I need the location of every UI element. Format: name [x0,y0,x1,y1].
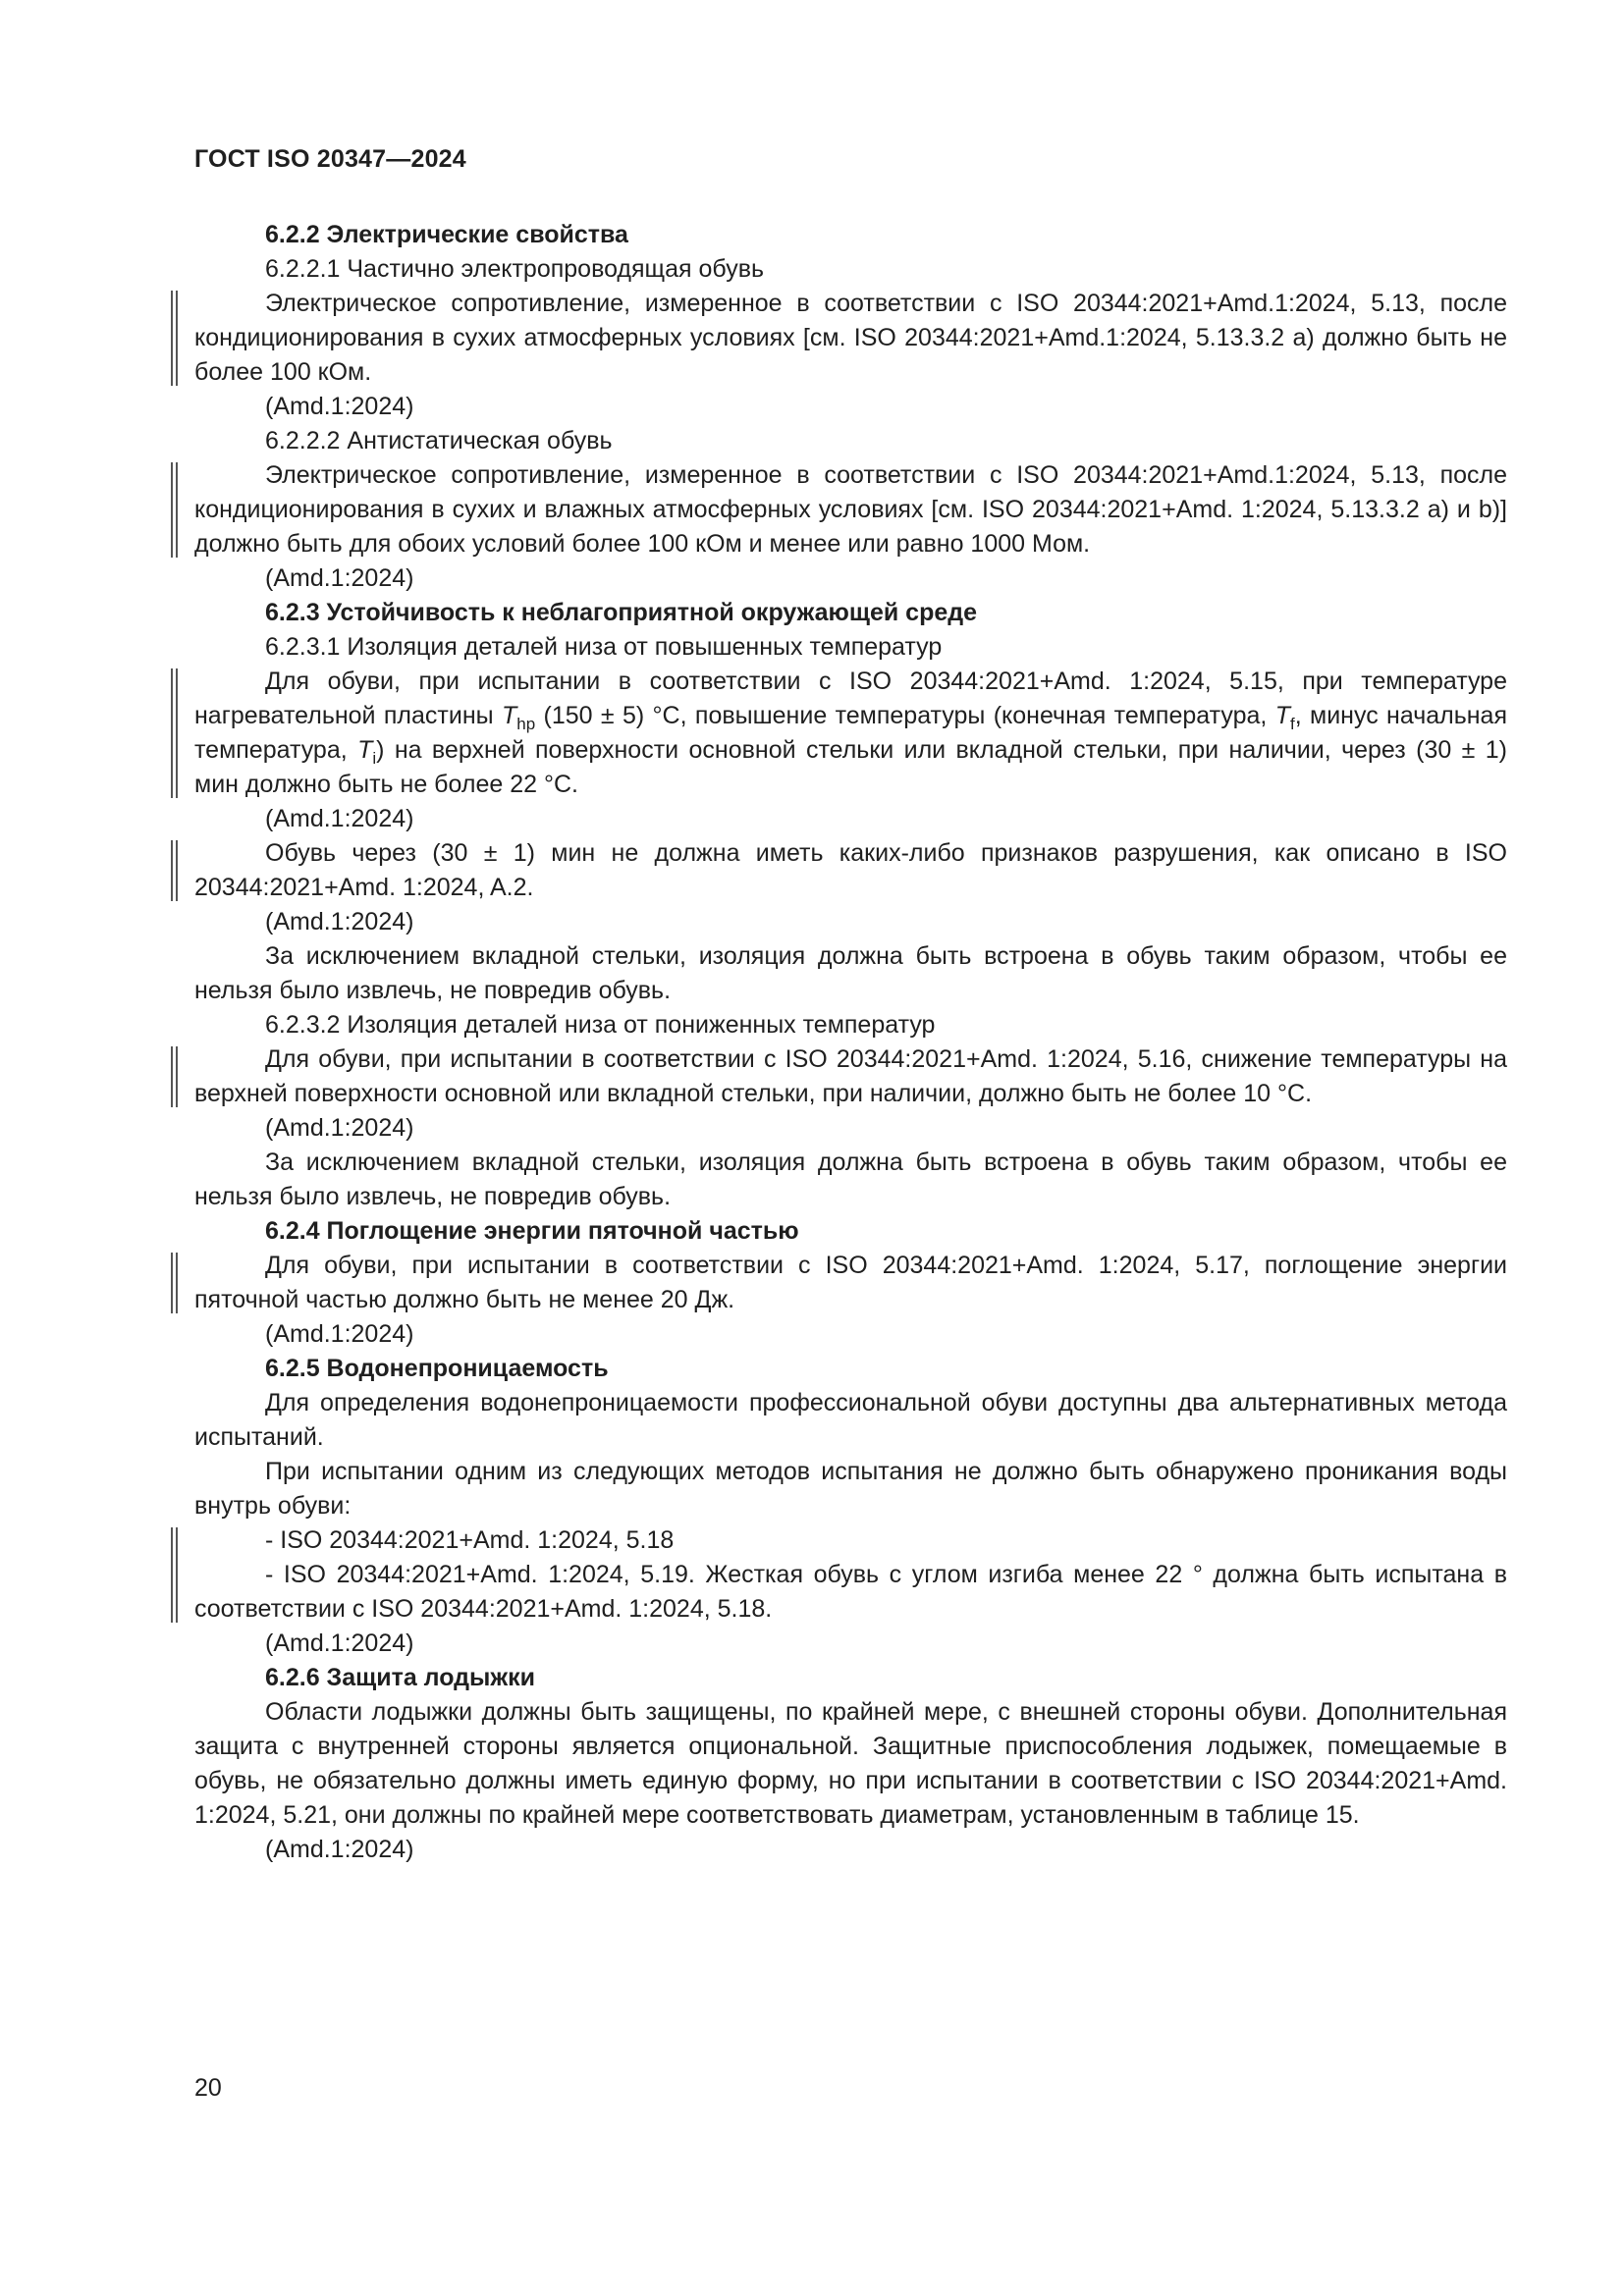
amendment-note: (Amd.1:2024) [265,1629,414,1657]
section-6-2-2-1-heading: 6.2.2.1 Частично электропроводящая обувь [265,255,764,283]
symbol-t-f: T [1274,702,1290,729]
symbol-t-hp: T [501,702,517,729]
section-6-2-5-paragraph-2: При испытании одним из следующих методов испытания не должно быть обнаружено проникания воды внутрь обуви: [194,1458,1507,1520]
section-6-2-3-1-heading: 6.2.3.1 Изоляция деталей низа от повышенных температур [265,633,943,661]
section-6-2-3-1-paragraph-3: За исключением вкладной стельки, изоляция должна быть встроена в обувь таким образом, чтобы ее нельзя было извлечь, не повредив обувь. [194,942,1507,1004]
list-item: - ISO 20344:2021+Amd. 1:2024, 5.18 [265,1526,675,1554]
section-6-2-3-2-paragraph-2: За исключением вкладной стельки, изоляция должна быть встроена в обувь таким образом, чтобы ее нельзя было извлечь, не повредив обувь. [194,1148,1507,1210]
section-6-2-5-heading: 6.2.5 Водонепроницаемость [265,1355,609,1382]
text-run: ) на верхней поверхности основной стельки или вкладной стельки, при наличии, через (30 ± 1) мин должно быть не более 22 °С. [194,736,1507,798]
amendment-note: (Amd.1:2024) [265,1836,414,1863]
section-6-2-2-2-heading: 6.2.2.2 Антистатическая обувь [265,427,613,454]
section-6-2-2-2-paragraph: Электрическое сопротивление, измеренное в соответствии с ISO 20344:2021+Amd.1:2024, 5.13, после кондиционирования в сухих и влажных атмосферных условиях [см. ISO 20344:2021+Amd. 1:2024, 5.13.3.2 a) и b)] должно быть для обоих условий более 100 кОм и менее или равно 1000 Мом. [194,458,1507,561]
document-body [194,218,1507,1867]
page-number: 20 [194,2074,222,2102]
document-header: ГОСТ ISO 20347—2024 [194,145,466,173]
amendment-note: (Amd.1:2024) [265,393,414,420]
symbol-t-i: T [357,736,373,764]
amendment-note: (Amd.1:2024) [265,908,414,935]
text-run: , минус начальная температура, [194,702,1507,764]
section-6-2-4-paragraph: Для обуви, при испытании в соответствии с ISO 20344:2021+Amd. 1:2024, 5.17, поглощение энергии пяточной частью должно быть не менее 20 Дж. [194,1249,1507,1317]
amendment-note: (Amd.1:2024) [265,564,414,592]
section-6-2-5-paragraph-1: Для определения водонепроницаемости профессиональной обуви доступны два альтернативных метода испытаний. [194,1389,1507,1451]
section-6-2-4-heading: 6.2.4 Поглощение энергии пяточной частью [265,1217,799,1245]
text-run: (150 ± 5) °С, повышение температуры (конечная температура, [535,702,1275,729]
section-6-2-3-2-paragraph-1: Для обуви, при испытании в соответствии с ISO 20344:2021+Amd. 1:2024, 5.16, снижение температуры на верхней поверхности основной или вкладной стельки, при наличии, должно быть не более 10 °С. [194,1042,1507,1111]
section-6-2-3-heading: 6.2.3 Устойчивость к неблагоприятной окружающей среде [265,599,978,626]
subscript-hp: hp [516,715,536,733]
section-6-2-2-1-paragraph: Электрическое сопротивление, измеренное в соответствии с ISO 20344:2021+Amd.1:2024, 5.13, после кондиционирования в сухих атмосферных условиях [см. ISO 20344:2021+Amd.1:2024, 5.13.3.2 a) должно быть не более 100 кОм. [194,287,1507,390]
section-6-2-6-heading: 6.2.6 Защита лодыжки [265,1664,535,1691]
subscript-i: i [372,749,377,768]
amendment-note: (Amd.1:2024) [265,1320,414,1348]
section-6-2-6-paragraph: Области лодыжки должны быть защищены, по крайней мере, с внешней стороны обуви. Дополнительная защита с внутренней стороны является опциональной. Защитные приспособления лодыжек, помещаемые в обувь, не обязательно должны иметь единую форму, но при испытании в соответствии с ISO 20344:2021+Amd. 1:2024, 5.21, они должны по крайней мере соответствовать диаметрам, установленным в таблице 15. [194,1698,1507,1829]
section-6-2-3-1-paragraph-2: Обувь через (30 ± 1) мин не должна иметь каких-либо признаков разрушения, как описано в ISO 20344:2021+Amd. 1:2024, A.2. [194,836,1507,905]
section-6-2-5-list [194,1523,1507,1627]
list-item: - ISO 20344:2021+Amd. 1:2024, 5.19. Жесткая обувь с углом изгиба менее 22 ° должна быть испытана в соответствии с ISO 20344:2021+Amd. 1:2024, 5.18. [194,1561,1507,1623]
subscript-f: f [1289,715,1295,733]
amendment-note: (Amd.1:2024) [265,805,414,832]
section-6-2-2-heading: 6.2.2 Электрические свойства [265,221,628,248]
section-6-2-3-2-heading: 6.2.3.2 Изоляция деталей низа от пониженных температур [265,1011,936,1039]
section-6-2-3-1-paragraph-1 [194,665,1507,802]
text-run: Для обуви, при испытании в соответствии с ISO 20344:2021+Amd. 1:2024, 5.15, при температуре нагревательной пластины [194,667,1507,729]
amendment-note: (Amd.1:2024) [265,1114,414,1142]
